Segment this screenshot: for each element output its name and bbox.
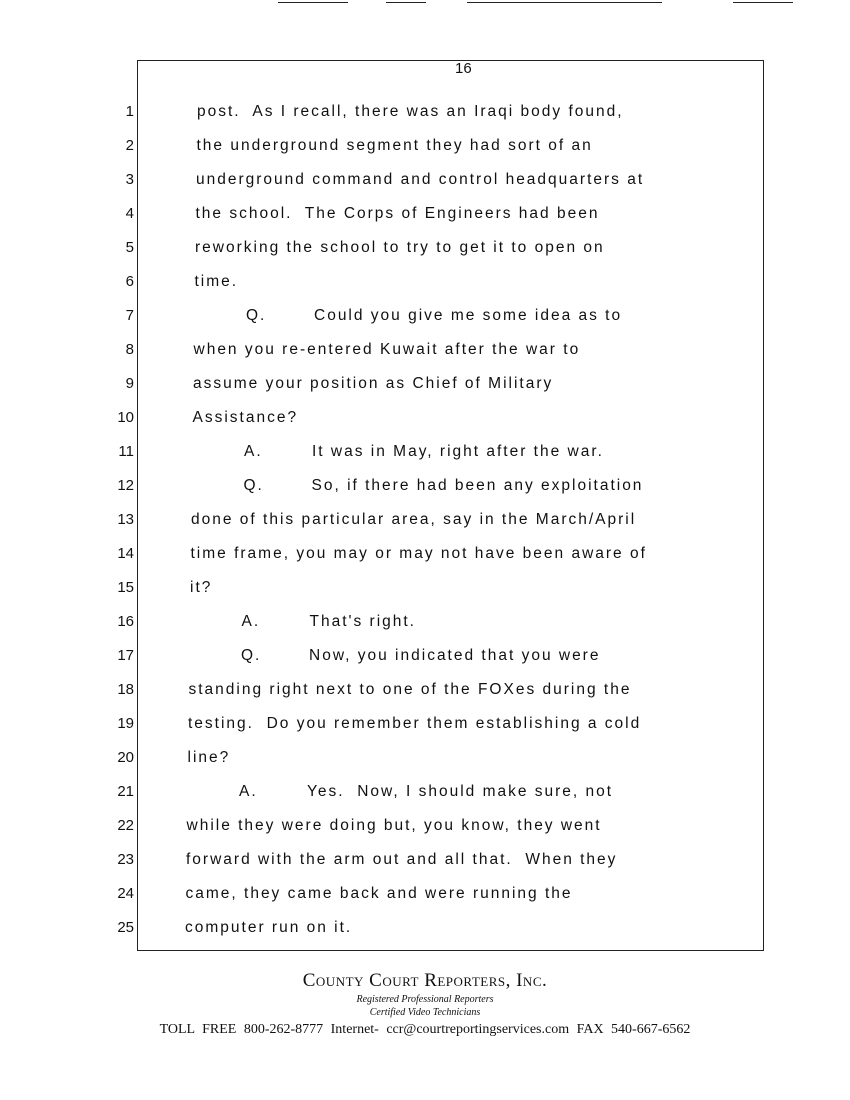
- line-number: 22: [117, 817, 134, 834]
- speaker-label: A.: [239, 783, 258, 800]
- line-number: 8: [125, 341, 134, 358]
- transcript-line: reworking the school to try to get it to open on: [195, 239, 605, 256]
- line-number: 24: [117, 885, 134, 902]
- transcript-line: It was in May, right after the war.: [312, 443, 604, 460]
- line-number: 13: [117, 511, 134, 528]
- line-number: 9: [125, 375, 134, 392]
- company-name: County Court Reporters, Inc.: [302, 970, 548, 991]
- speaker-label: Q.: [243, 477, 264, 494]
- speaker-label: A.: [241, 613, 261, 630]
- transcript-line: post. As I recall, there was an Iraqi body found,: [197, 103, 624, 120]
- line-number: 10: [117, 409, 134, 426]
- speaker-label: Q.: [246, 307, 267, 324]
- transcript-line: assume your position as Chief of Military: [193, 375, 554, 392]
- transcript-line: when you re-entered Kuwait after the war to: [193, 341, 581, 358]
- transcript-line: Yes. Now, I should make sure, not: [307, 783, 614, 800]
- line-number: 17: [117, 647, 134, 664]
- transcript-line: time frame, you may or may not have been aware of: [190, 545, 647, 562]
- transcript-line: testing. Do you remember them establishing a cold: [188, 715, 642, 732]
- scan-line: [278, 2, 348, 3]
- line-number: 1: [125, 103, 134, 120]
- transcript-line: the underground segment they had sort of an: [196, 137, 593, 154]
- line-number: 15: [117, 579, 134, 596]
- transcript-line: So, if there had been any exploitation: [311, 477, 644, 494]
- speaker-label: Q.: [241, 647, 262, 664]
- line-number: 6: [125, 273, 134, 290]
- transcript-line: time.: [194, 273, 239, 290]
- line-number: 20: [117, 749, 134, 766]
- line-number: 4: [125, 205, 134, 222]
- line-number: 16: [117, 613, 134, 630]
- scan-line: [386, 2, 426, 3]
- company-tagline: Registered Professional Reporters: [356, 994, 494, 1005]
- contact-info: TOLL FREE 800-262-8777 Internet- ccr@courtreportingservices.com FAX 540-667-6562: [159, 1022, 691, 1037]
- line-number: 21: [117, 783, 134, 800]
- scan-line: [467, 2, 662, 3]
- transcript-line: Assistance?: [192, 409, 299, 426]
- transcript-line: Could you give me some idea as to: [314, 307, 623, 324]
- transcript-line: while they were doing but, you know, they went: [186, 817, 602, 834]
- line-number: 23: [117, 851, 134, 868]
- line-number: 11: [118, 443, 134, 460]
- transcript-line: underground command and control headquarters at: [196, 171, 645, 188]
- transcript-line: standing right next to one of the FOXes during the: [188, 681, 632, 698]
- transcript-line: it?: [190, 579, 213, 596]
- line-number: 3: [125, 171, 134, 188]
- transcript-line: done of this particular area, say in the March/April: [191, 511, 637, 528]
- company-tagline: Certified Video Technicians: [369, 1007, 481, 1018]
- line-number: 19: [117, 715, 134, 732]
- transcript-line: line?: [187, 749, 231, 766]
- line-number: 25: [117, 919, 134, 936]
- transcript-line: That's right.: [309, 613, 416, 630]
- transcript-line: came, they came back and were running the: [185, 885, 573, 902]
- line-number: 12: [117, 477, 134, 494]
- transcript-line: Now, you indicated that you were: [309, 647, 601, 664]
- line-number: 2: [125, 137, 134, 154]
- transcript-line: the school. The Corps of Engineers had been: [195, 205, 600, 222]
- line-number: 18: [117, 681, 134, 698]
- line-number: 5: [125, 239, 134, 256]
- speaker-label: A.: [244, 443, 263, 460]
- line-number: 14: [117, 545, 134, 562]
- page-number: 16: [455, 60, 472, 77]
- line-number: 7: [125, 307, 134, 324]
- scan-line: [733, 2, 793, 3]
- transcript-line: forward with the arm out and all that. When they: [186, 851, 618, 868]
- transcript-line: computer run on it.: [185, 919, 353, 936]
